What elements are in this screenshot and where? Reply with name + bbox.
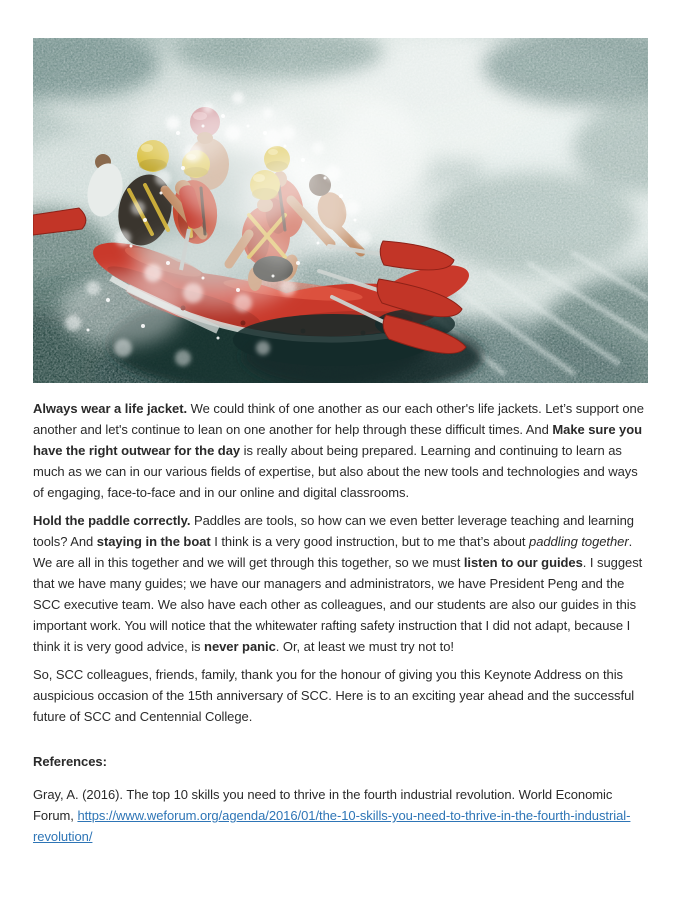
text-run: . We are all in this together and we will get through this together, so we must	[33, 534, 633, 570]
text-run: Paddles are tools, so how can we even better leverage teaching and learning tools? And	[33, 513, 634, 549]
text-run: Gray, A. (2016). The top 10 skills you need to thrive in the fourth industrial revolution. World Economic Forum,	[33, 787, 613, 823]
text-run: . I suggest that we have many guides; we have our managers and administrators, we have President Peng and the SCC executive team. We also have each other as colleagues, and our students are also our guides in this important work. You will notice that the whitewater rafting safety instruction that I did not adapt, because I think it is very good advice, is	[33, 555, 643, 654]
paragraph-life-jacket	[33, 398, 648, 503]
bold-run: never panic	[204, 639, 276, 654]
rafting-photo	[33, 38, 648, 383]
rafting-photo-canvas	[33, 38, 648, 383]
bold-run: Make sure you have the right outwear for the day	[33, 422, 643, 458]
references-heading: References:	[33, 754, 107, 769]
text-run: We could think of one another as our each other's life jackets. Let’s support one another and let's continue to lean on one another for help through these difficult times. And	[33, 401, 644, 437]
bold-run: Hold the paddle correctly.	[33, 513, 191, 528]
italic-run: paddling together	[529, 534, 629, 549]
paragraph-hold-paddle	[33, 510, 648, 657]
reference-entry	[33, 784, 648, 847]
paragraph-closing	[33, 664, 648, 727]
bold-run: Always wear a life jacket.	[33, 401, 188, 416]
bold-run: staying in the boat	[96, 534, 211, 549]
text-run: is really about being prepared. Learning and continuing to learn as much as we can in our various fields of expertise, but also about the new tools and technologies and ways of engaging, face-to-face and in our online and digital classrooms.	[33, 443, 638, 500]
bold-run: listen to our guides	[463, 555, 583, 570]
document-body	[33, 398, 648, 847]
text-run: So, SCC colleagues, friends, family, thank you for the honour of giving you this Keynote Address on this auspicious occasion of the 15th anniversary of SCC. Here is to an exciting year ahead and the successful future of SCC and Centennial College.	[33, 667, 635, 724]
text-run: . Or, at least we must try not to!	[275, 639, 454, 654]
reference-link[interactable]: https://www.weforum.org/agenda/2016/01/the-10-skills-you-need-to-thrive-in-the-fourth-industrial-revolution/	[33, 808, 631, 844]
text-run: I think is a very good instruction, but to me that’s about	[210, 534, 530, 549]
